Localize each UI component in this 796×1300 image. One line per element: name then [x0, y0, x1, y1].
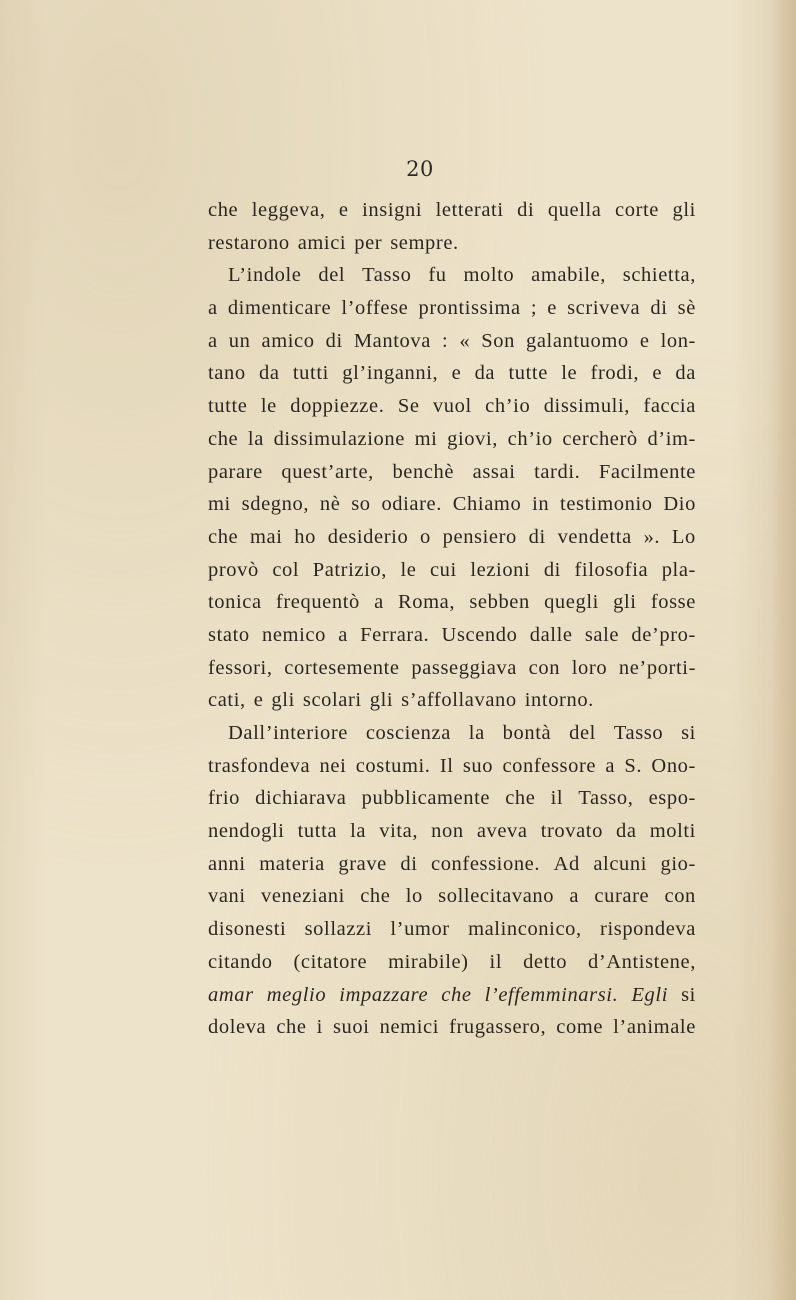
text-line: tano da tutti gl’inganni, e da tutte le frodi, e da: [208, 362, 696, 385]
text-line: fessori, cortesemente passeggiava con loro ne’porti-: [208, 656, 696, 679]
text-line: stato nemico a Ferrara. Uscendo dalle sale de’pro-: [208, 623, 696, 646]
text-line: Dall’interiore coscienza la bontà del Tasso si: [228, 722, 696, 744]
text-line: che leggeva, e insigni letterati di quella corte gli: [208, 199, 696, 221]
text-line: provò col Patrizio, le cui lezioni di filosofia pla-: [208, 558, 696, 581]
text-line: L’indole del Tasso fu molto amabile, schietta,: [228, 264, 696, 287]
text-line: mi sdegno, nè so odiare. Chiamo in testimonio Dio: [208, 493, 696, 516]
text-line: doleva che i suoi nemici frugassero, come l’animale: [208, 1016, 696, 1039]
page-edge-shadow: [770, 0, 796, 1300]
text-line: citando (citatore mirabile) il detto d’Antistene,: [208, 950, 696, 973]
text-line: disonesti sollazzi l’umor malinconico, rispondeva: [208, 918, 696, 941]
text-line: cati, e gli scolari gli s’affollavano intorno.: [208, 689, 594, 712]
text-line: parare quest’arte, benchè assai tardi. Facilmente: [208, 460, 696, 483]
body-text: [208, 194, 696, 1044]
text-line: tonica frequentò a Roma, sebben quegli gli fosse: [208, 591, 696, 614]
text-line: a dimenticare l’offese prontissima ; e scriveva di sè: [208, 297, 696, 320]
text-line: che la dissimulazione mi giovi, ch’io cercherò d’im-: [208, 427, 696, 450]
text-line: nendogli tutta la vita, non aveva trovato da molti: [208, 820, 696, 843]
text-line: anni materia grave di confessione. Ad alcuni gio-: [208, 852, 696, 875]
text-line: amar meglio impazzare che l’effemminarsi. Egli si: [208, 983, 696, 1006]
text-line: restarono amici per sempre.: [208, 231, 459, 254]
text-line: che mai ho desiderio o pensiero di vendetta ». Lo: [208, 525, 696, 548]
text-line: trasfondeva nei costumi. Il suo confessore a S. Ono-: [208, 754, 696, 777]
text-line: a un amico di Mantova : « Son galantuomo e lon-: [208, 329, 696, 352]
page-number: 20: [406, 157, 434, 181]
text-line: vani veneziani che lo sollecitavano a curare con: [208, 885, 696, 908]
text-line: frio dichiarava pubblicamente che il Tasso, espo-: [208, 787, 696, 810]
text-line: tutte le doppiezze. Se vuol ch’io dissimuli, faccia: [208, 395, 696, 418]
